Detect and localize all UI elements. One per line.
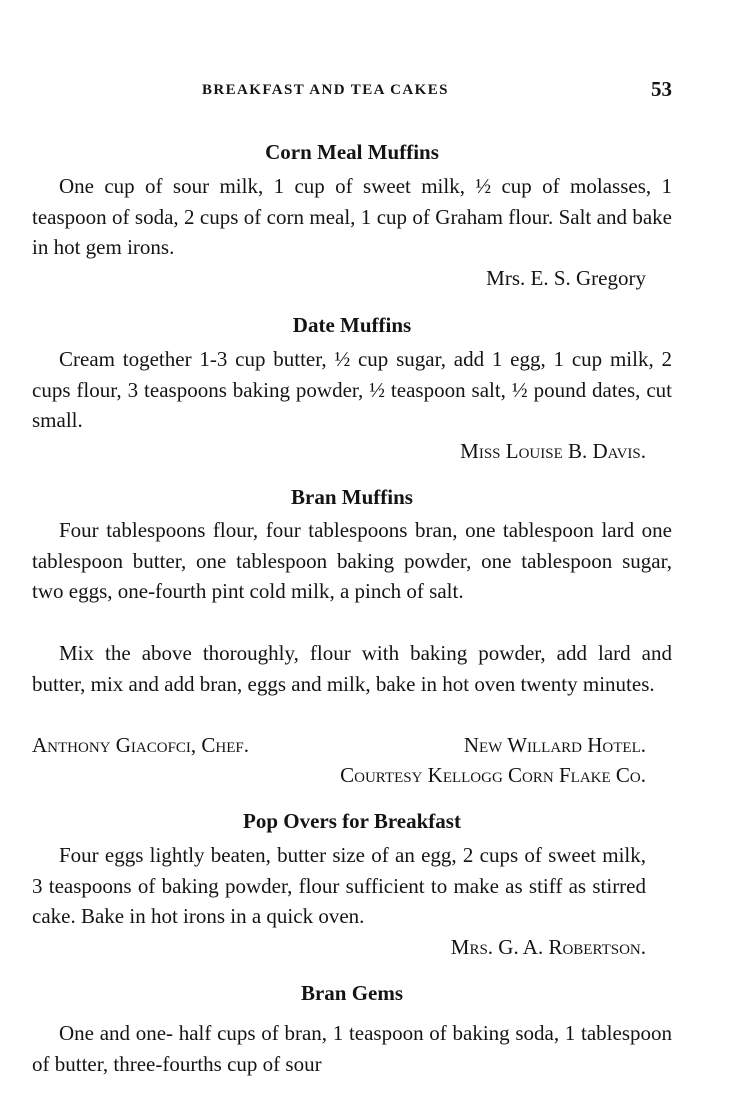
running-head: BREAKFAST AND TEA CAKES xyxy=(202,82,449,98)
recipe-signature-hotel: New Willard Hotel. xyxy=(463,733,646,757)
recipe-title-bran-gems: Bran Gems xyxy=(300,981,404,1005)
recipe-body-corn-meal-muffins: One cup of sour milk, 1 cup of sweet milk, ½ cup of molasses, 1 teaspoon of soda, 2 cups of corn meal, 1 cup of Graham flour. Salt and bake in hot gem irons. xyxy=(32,174,672,260)
recipe-body-date-muffins: Cream together 1-3 cup butter, ½ cup sugar, add 1 egg, 1 cup milk, 2 cups flour, 3 teaspoons baking powder, ½ teaspoon salt, ½ pound dates, cut small. xyxy=(32,347,672,433)
recipe-title-pop-overs: Pop Overs for Breakfast xyxy=(243,809,461,833)
recipe-title-corn-meal-muffins: Corn Meal Muffins xyxy=(265,140,439,164)
recipe-body-pop-overs: Four eggs lightly beaten, butter size of an egg, 2 cups of sweet milk, 3 teaspoons of baking powder, flour sufficient to make as stiff as stirred cake. Bake in hot irons in a quick oven. xyxy=(32,843,646,929)
recipe-method-bran-muffins: Mix the above thoroughly, flour with baking powder, add lard and butter, mix and add bran, eggs and milk, bake in hot oven twenty minutes. xyxy=(32,641,672,696)
recipe-signature-chef: Anthony Giacofci, Chef. xyxy=(32,733,250,757)
recipe-courtesy-bran-muffins: Courtesy Kellogg Corn Flake Co. xyxy=(340,763,646,787)
recipe-signature-pop-overs: Mrs. G. A. Robertson. xyxy=(450,935,646,959)
recipe-signature-date-muffins: Miss Louise B. Davis. xyxy=(460,439,646,463)
recipe-signature-corn-meal-muffins: Mrs. E. S. Gregory xyxy=(486,266,646,290)
recipe-body-bran-gems: One and one- half cups of bran, 1 teaspoon of baking soda, 1 tablespoon of butter, three-fourths cup of sour xyxy=(32,1021,672,1076)
page-number: 53 xyxy=(651,77,672,101)
recipe-title-bran-muffins: Bran Muffins xyxy=(291,485,413,509)
recipe-body-bran-muffins: Four tablespoons flour, four tablespoons bran, one tablespoon lard one tablespoon butter, one tablespoon baking powder, one tablespoon sugar, two eggs, one-fourth pint cold milk, a pinch of salt. xyxy=(32,518,672,604)
page-header xyxy=(32,77,672,104)
recipe-title-date-muffins: Date Muffins xyxy=(292,313,412,337)
